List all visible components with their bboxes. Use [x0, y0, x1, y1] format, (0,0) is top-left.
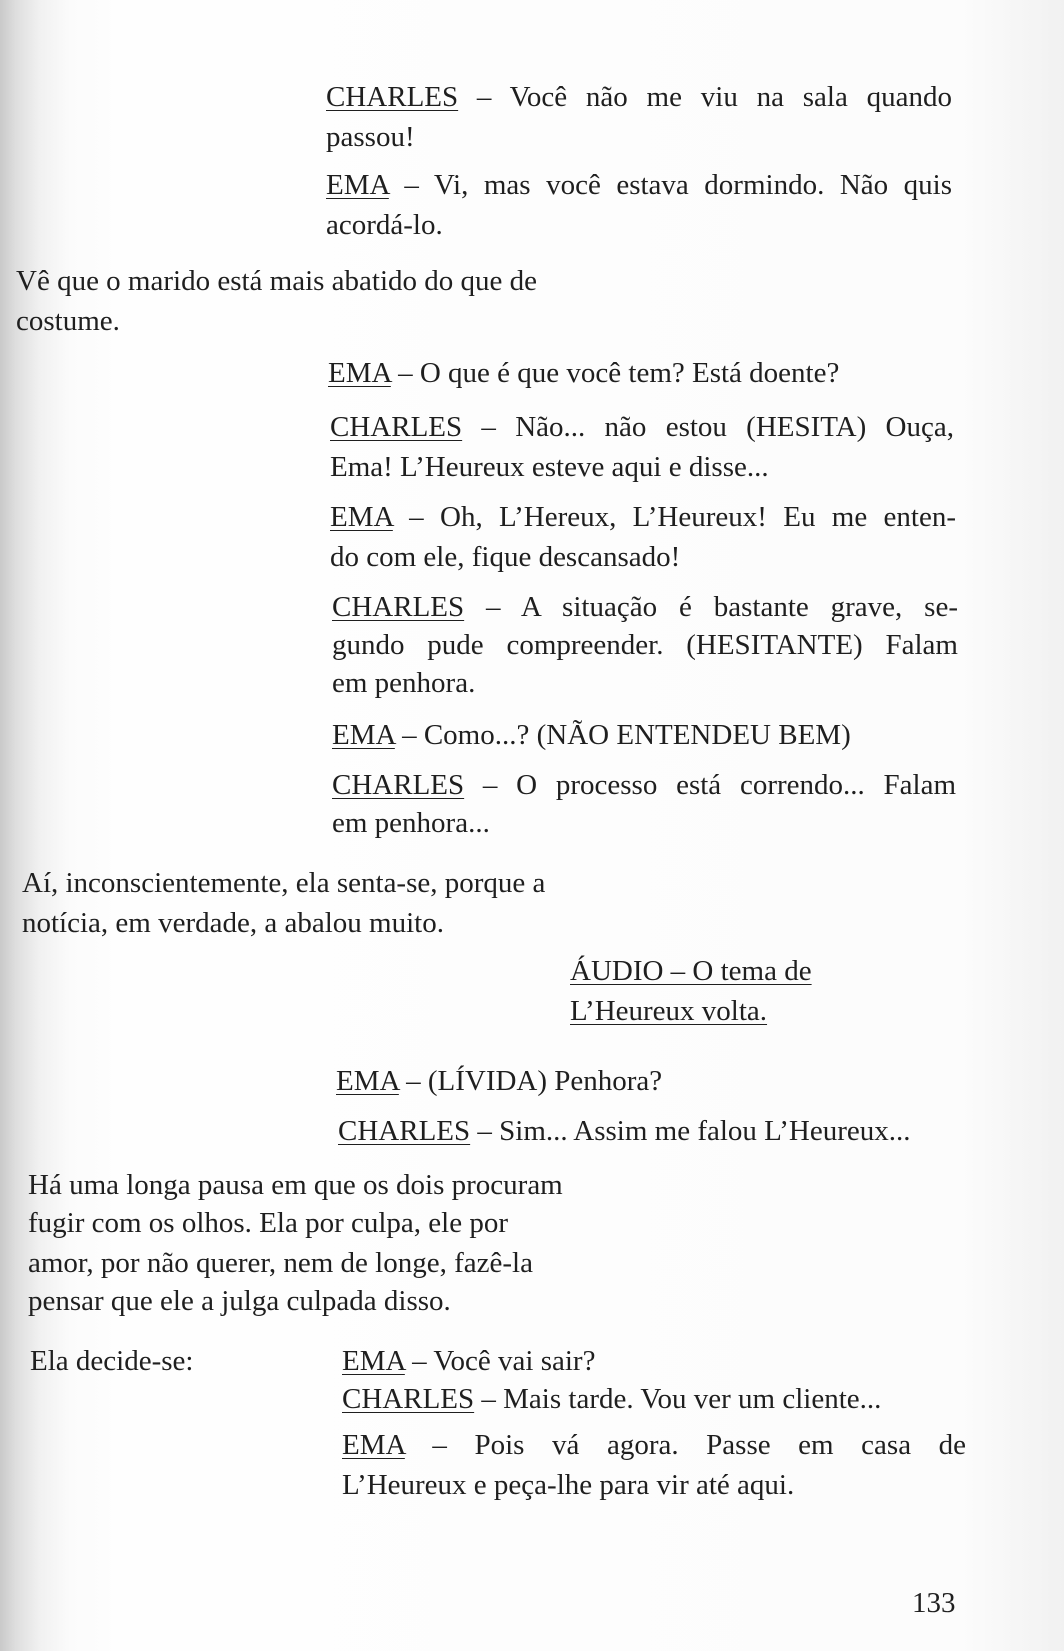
dialogue-ema-4 — [332, 716, 952, 756]
dialogue-text: – Você não me viu na sala quando — [458, 81, 952, 113]
dialogue-line: em penhora... — [332, 807, 490, 839]
dialogue-line — [326, 166, 952, 204]
direction-line: Vê que o marido está mais abatido do que de — [16, 265, 538, 297]
dialogue-text: – O processo está correndo... Falam — [464, 769, 956, 801]
direction-line: Ela decide-se: — [30, 1345, 194, 1377]
dialogue-charles-4 — [332, 766, 956, 846]
dialogue-text: – Não... não estou (HESITA) Ouça, — [462, 411, 954, 443]
dialogue-line — [336, 1062, 662, 1100]
dialogue-line: Ema! L’Heureux esteve aqui e disse... — [330, 451, 769, 483]
speaker-label: CHARLES — [330, 411, 463, 443]
audio-line: ÁUDIO – O tema de — [570, 955, 812, 987]
speaker-label: EMA — [332, 719, 395, 751]
speaker-label: EMA — [336, 1065, 399, 1097]
dialogue-line — [330, 498, 956, 536]
speaker-label: EMA — [342, 1345, 405, 1377]
dialogue-text: – Oh, L’Hereux, L’Heureux! Eu me enten- — [392, 501, 956, 533]
stage-direction-3 — [28, 1166, 648, 1322]
dialogue-charles-6 — [342, 1380, 962, 1420]
dialogue-charles-5 — [338, 1112, 958, 1152]
dialogue-line — [338, 1112, 910, 1150]
speaker-label: CHARLES — [332, 769, 465, 801]
speaker-label: CHARLES — [326, 81, 459, 113]
stage-direction-2 — [22, 864, 622, 944]
dialogue-text: – Vi, mas você estava dormindo. Não quis — [388, 169, 952, 201]
audio-cue — [570, 952, 870, 1032]
dialogue-line — [328, 354, 839, 392]
dialogue-line — [342, 1426, 966, 1464]
dialogue-text: – A situação é bastante grave, se- — [464, 591, 958, 623]
dialogue-line: em penhora. — [332, 667, 476, 699]
dialogue-line — [326, 78, 952, 116]
speaker-label: CHARLES — [332, 591, 465, 623]
dialogue-text: – (LÍVIDA) Penhora? — [398, 1065, 663, 1097]
dialogue-line — [342, 1380, 881, 1418]
dialogue-text: – Pois vá agora. Passe em casa de — [404, 1429, 966, 1461]
dialogue-ema-5 — [336, 1062, 956, 1102]
dialogue-line — [330, 408, 954, 446]
direction-line: costume. — [16, 305, 120, 337]
dialogue-line: L’Heureux e peça-lhe para vir até aqui. — [342, 1469, 795, 1501]
speaker-label: EMA — [326, 169, 389, 201]
dialogue-line: gundo pude compreender. (HESITANTE) Falam — [332, 629, 958, 661]
dialogue-ema-3 — [330, 498, 956, 578]
speaker-label: CHARLES — [342, 1383, 475, 1415]
audio-line: L’Heureux volta. — [570, 995, 768, 1027]
dialogue-line: passou! — [326, 121, 415, 153]
dialogue-text: – Mais tarde. Vou ver um cliente... — [474, 1383, 882, 1415]
dialogue-charles-3 — [332, 588, 958, 708]
dialogue-charles-1 — [326, 78, 952, 158]
dialogue-ema-6 — [342, 1342, 962, 1382]
speaker-label: CHARLES — [338, 1115, 471, 1147]
dialogue-line — [332, 588, 958, 626]
direction-line: Aí, inconscientemente, ela senta-se, porque a — [22, 867, 546, 899]
dialogue-ema-2 — [328, 354, 948, 394]
dialogue-text: – Sim... Assim me falou L’Heureux... — [470, 1115, 911, 1147]
speaker-label: EMA — [342, 1429, 405, 1461]
dialogue-text: – O que é que você tem? Está doente? — [390, 357, 840, 389]
direction-line: pensar que ele a julga culpada disso. — [28, 1285, 451, 1317]
speaker-label: EMA — [330, 501, 393, 533]
speaker-label: EMA — [328, 357, 391, 389]
direction-line: amor, por não querer, nem de longe, fazê-la — [28, 1247, 533, 1279]
direction-line: Há uma longa pausa em que os dois procuram — [28, 1169, 563, 1201]
dialogue-line: do com ele, fique descansado! — [330, 541, 681, 573]
dialogue-line — [342, 1342, 595, 1380]
dialogue-line — [332, 716, 851, 754]
dialogue-ema-7 — [342, 1426, 966, 1506]
direction-line: fugir com os olhos. Ela por culpa, ele por — [28, 1207, 508, 1239]
dialogue-text: – Como...? (NÃO ENTENDEU BEM) — [394, 719, 851, 751]
dialogue-text: – Você vai sair? — [404, 1345, 596, 1377]
dialogue-line — [332, 766, 956, 804]
dialogue-ema-1 — [326, 166, 952, 246]
dialogue-line: acordá-lo. — [326, 209, 443, 241]
page-number: 133 — [912, 1587, 956, 1619]
dialogue-charles-2 — [330, 408, 954, 488]
stage-direction-1 — [16, 262, 616, 342]
direction-line: notícia, em verdade, a abalou muito. — [22, 907, 444, 939]
stage-direction-4 — [30, 1342, 310, 1382]
